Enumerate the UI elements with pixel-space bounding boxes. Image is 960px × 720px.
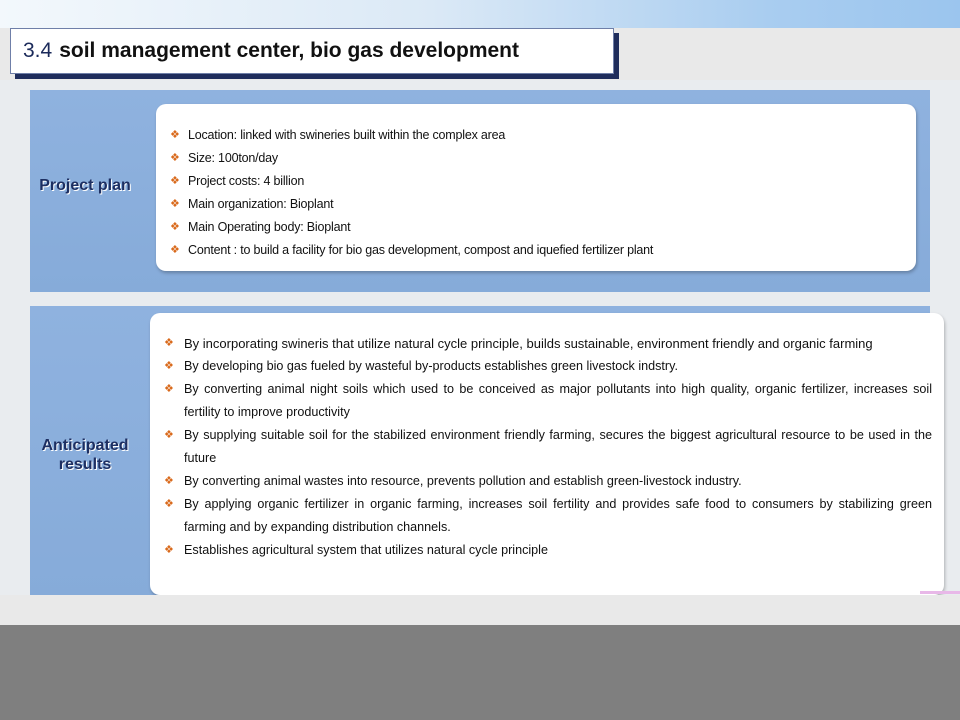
anticipated-results-list	[150, 313, 944, 562]
list-item: ❖ Main Operating body: Bioplant	[168, 216, 904, 239]
diamond-bullet-icon: ❖	[170, 221, 180, 233]
diamond-bullet-icon: ❖	[170, 129, 180, 141]
diamond-bullet-icon: ❖	[170, 152, 180, 164]
accent-line	[920, 591, 960, 594]
list-item: ❖ Establishes agricultural system that utilizes natural cycle principle	[162, 539, 932, 562]
footer-band-light	[0, 595, 960, 625]
project-plan-list	[156, 104, 916, 262]
project-plan-card	[156, 104, 916, 271]
list-item: ❖ By converting animal night soils which used to be conceived as major pollutants into high quality, organic fertilizer, increases soil fertility to improve productivity	[162, 378, 932, 424]
diamond-bullet-icon: ❖	[170, 244, 180, 256]
list-item: ❖ Content : to build a facility for bio gas development, compost and iquefied fertilizer plant	[168, 239, 904, 262]
list-item: ❖ By developing bio gas fueled by wasteful by-products establishes green livestock indstry.	[162, 355, 932, 378]
list-item: ❖ Main organization: Bioplant	[168, 193, 904, 216]
top-gradient-strip	[0, 0, 960, 28]
diamond-bullet-icon: ❖	[164, 544, 174, 556]
list-item: ❖ By incorporating swineris that utilize natural cycle principle, builds sustainable, environment friendly and organic farming	[162, 332, 932, 355]
list-item: ❖ By supplying suitable soil for the stabilized environment friendly farming, secures the biggest agricultural resource to be used in the future	[162, 424, 932, 470]
list-item: ❖ Project costs: 4 billion	[168, 170, 904, 193]
title-number: 3.4	[23, 39, 53, 62]
diamond-bullet-icon: ❖	[164, 383, 174, 395]
diamond-bullet-icon: ❖	[164, 475, 174, 487]
project-plan-label: Project plan	[39, 177, 131, 194]
project-plan-section	[30, 90, 930, 292]
anticipated-results-card	[150, 313, 944, 595]
list-item: ❖ By converting animal wastes into resource, prevents pollution and establish green-livestock industry.	[162, 470, 932, 493]
diamond-bullet-icon: ❖	[164, 337, 174, 349]
list-item: ❖ By applying organic fertilizer in organic farming, increases soil fertility and provides safe food to consumers by stabilizing green farming and by expanding distribution channels.	[162, 493, 932, 539]
list-item: ❖ Location: linked with swineries built within the complex area	[168, 124, 904, 147]
diamond-bullet-icon: ❖	[164, 498, 174, 510]
slide-title: soil management center, bio gas development	[59, 39, 519, 62]
footer-band-dark	[0, 625, 960, 720]
anticipated-results-section	[30, 306, 930, 600]
diamond-bullet-icon: ❖	[170, 198, 180, 210]
diamond-bullet-icon: ❖	[170, 175, 180, 187]
diamond-bullet-icon: ❖	[164, 429, 174, 441]
diamond-bullet-icon: ❖	[164, 360, 174, 372]
slide-title-box	[10, 28, 614, 74]
list-item: ❖ Size: 100ton/day	[168, 147, 904, 170]
anticipated-results-label: Anticipated results	[41, 437, 129, 473]
